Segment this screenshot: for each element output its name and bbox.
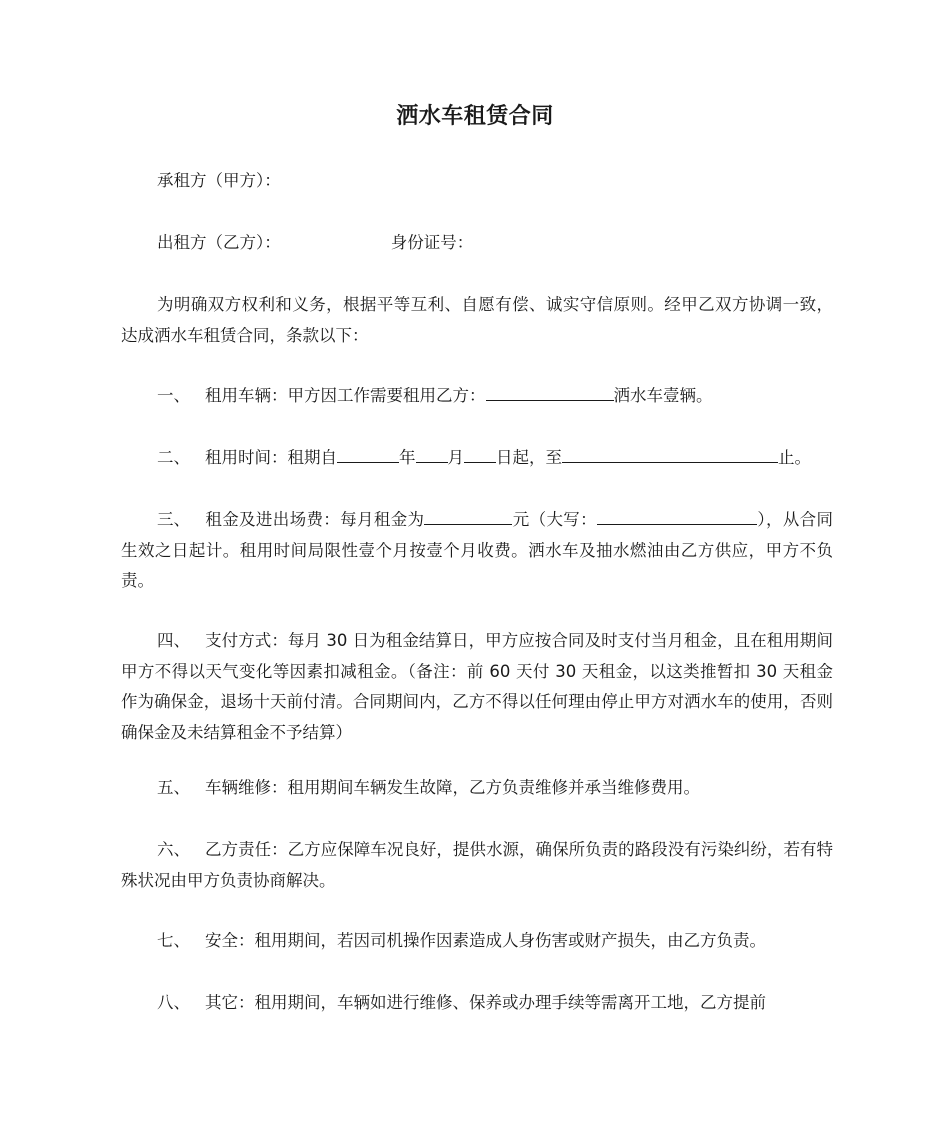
clause-8 xyxy=(121,988,833,1019)
clause-2-text-c: 止。 xyxy=(778,448,811,467)
clause-3-text-b: 元（大写： xyxy=(512,510,598,529)
clause-7-text: 安全：租用期间，若因司机操作因素造成人身伤害或财产损失，由乙方负责。 xyxy=(205,931,766,950)
clause-3 xyxy=(121,505,833,597)
lessee-line xyxy=(121,166,833,197)
clause-1-text-a: 租用车辆：甲方因工作需要租用乙方： xyxy=(205,386,486,405)
clause-2 xyxy=(121,443,833,474)
clause-2-text-b: 日起，至 xyxy=(496,448,562,467)
rent-amount-blank xyxy=(424,505,512,525)
start-year-blank xyxy=(337,443,399,463)
clause-6-number: 六、 xyxy=(157,840,190,859)
clause-5-text: 车辆维修：租用期间车辆发生故障，乙方负责维修并承当维修费用。 xyxy=(205,778,700,797)
clause-2-year: 年 xyxy=(399,448,416,467)
clause-1 xyxy=(121,381,833,412)
lessee-label: 承租方（甲方）： xyxy=(157,171,281,190)
clause-2-number: 二、 xyxy=(157,448,190,467)
id-number-label: 身份证号： xyxy=(390,233,474,252)
clause-2-month: 月 xyxy=(447,448,464,467)
clause-3-number: 三、 xyxy=(157,510,190,529)
clause-1-number: 一、 xyxy=(157,386,190,405)
start-day-blank xyxy=(464,443,496,463)
clause-4-text: 支付方式：每月 30 日为租金结算日，甲方应按合同及时支付当月租金，且在租用期间甲方不得以天气变化等因素扣减租金。（备注：前 60 天付 30 天租金，以这类推暂扣 30 天租金作为确保金，退场十天前付清。合同期间内，乙方不得以任何理由停止甲方对洒水车的使用，否则确保金及未结算租金不予结算） xyxy=(121,631,833,742)
clause-2-text-a: 租用时间：租期自 xyxy=(205,448,337,467)
vehicle-blank xyxy=(486,381,614,401)
clause-4 xyxy=(121,626,833,748)
lessor-label: 出租方（乙方）： xyxy=(157,233,281,252)
lessor-line xyxy=(121,228,833,259)
start-month-blank xyxy=(416,443,448,463)
clause-7-number: 七、 xyxy=(157,931,190,950)
clause-6 xyxy=(121,835,833,896)
end-date-blank xyxy=(562,443,778,463)
rent-amount-words-blank xyxy=(597,505,757,525)
clause-7 xyxy=(121,926,833,957)
clause-3-text-c: ），从合同生效之日起计。租用时间局限性壹个月按壹个月收费。洒水车及抽水燃油由乙方供应，甲方不负责。 xyxy=(121,510,834,590)
document-title: 洒水车租赁合同 xyxy=(396,104,554,129)
clause-6-text: 乙方责任：乙方应保障车况良好，提供水源，确保所负责的路段没有污染纠纷，若有特殊状况由甲方负责协商解决。 xyxy=(121,840,833,890)
clause-5-number: 五、 xyxy=(157,778,190,797)
clause-5 xyxy=(121,773,833,804)
clause-3-text-a: 租金及进出场费：每月租金为 xyxy=(205,510,425,529)
clause-4-number: 四、 xyxy=(157,631,190,650)
clause-8-number: 八、 xyxy=(157,993,190,1012)
preamble-paragraph: 为明确双方权利和义务，根据平等互利、自愿有偿、诚实守信原则。经甲乙双方协调一致，达成洒水车租赁合同，条款以下： xyxy=(121,295,833,345)
clause-8-text: 其它：租用期间，车辆如进行维修、保养或办理手续等需离开工地，乙方提前 xyxy=(205,993,766,1012)
clause-1-text-b: 洒水车壹辆。 xyxy=(613,386,713,405)
